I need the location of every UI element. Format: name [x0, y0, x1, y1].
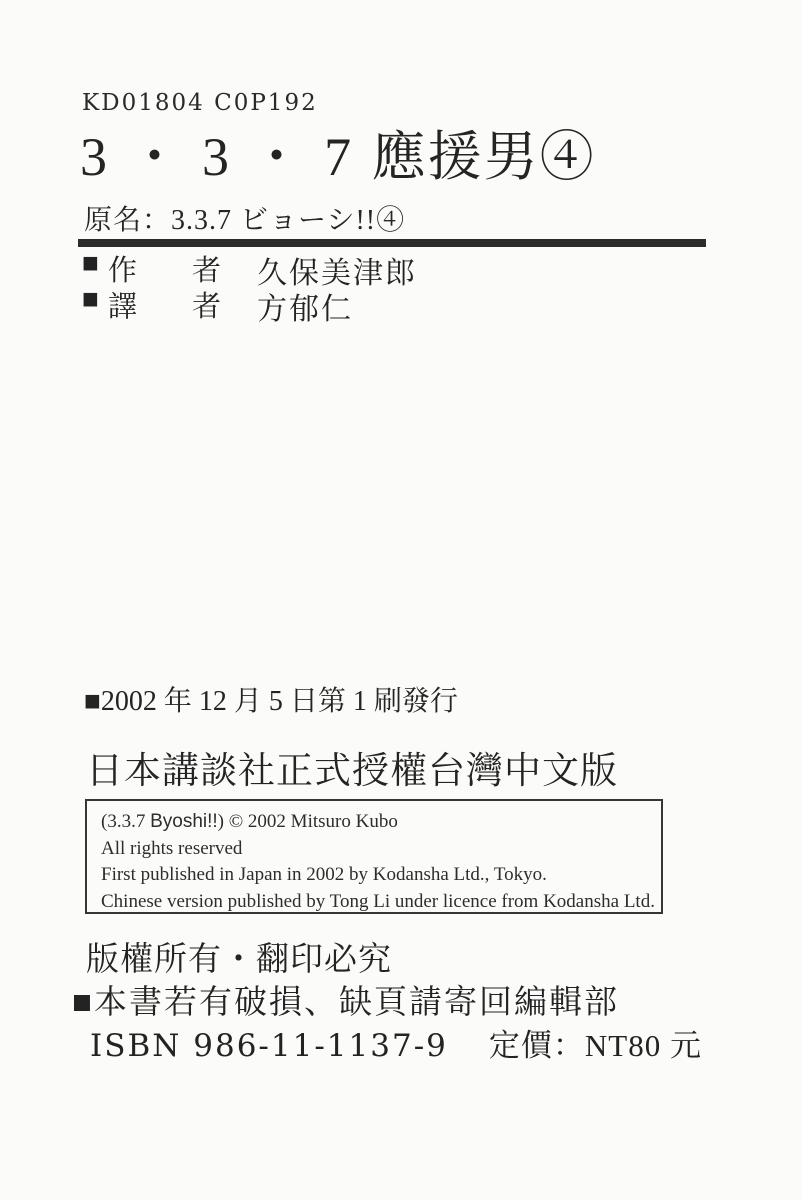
book-title [80, 126, 596, 188]
author-label-second: 者 [192, 255, 222, 287]
square-bullet-icon: ■ [82, 284, 99, 315]
author-row [0, 248, 802, 290]
copyright-line-4: Chinese version published by Tong Li under licence from Kodansha Ltd. [101, 890, 655, 912]
isbn-number: ISBN 986-11-1137-9 [90, 1028, 448, 1064]
copyright-line-2: All rights reserved [101, 837, 243, 859]
square-bullet-icon: ■ [82, 248, 99, 279]
printing-info-text: 2002 年 12 月 5 日第 1 刷發行 [100, 686, 458, 717]
author-name: 久保美津郎 [257, 257, 417, 290]
price-label: 定價：NT80 元 [488, 1028, 702, 1063]
original-title: 原名：3.3.7 ビョーシ!!④ [84, 205, 406, 236]
rights-reserved-notice: 版權所有・翻印必究 [86, 942, 392, 978]
translator-row [0, 284, 802, 326]
copyright-line-1 [101, 809, 661, 836]
license-statement: 日本講談社正式授權台灣中文版 [86, 751, 618, 792]
translator-label-second: 者 [192, 291, 222, 323]
square-bullet-icon: ■ [84, 686, 101, 717]
book-code: KD01804 C0P192 [82, 90, 318, 116]
book-title-cjk: 應援男④ [371, 127, 596, 187]
copyright-line-3: First published in Japan in 2002 by Kodansha Ltd., Tokyo. [101, 864, 547, 885]
copyright-line-1-suffix: ) © 2002 Mitsuro Kubo [217, 811, 398, 832]
square-bullet-icon: ■ [72, 985, 94, 1021]
damage-return-notice [72, 976, 619, 1023]
translator-label-first: 譯 [108, 291, 138, 323]
printing-info-line [84, 679, 458, 719]
title-divider-rule [78, 239, 706, 247]
isbn-price-row [90, 1020, 702, 1065]
copyright-line-1-title: Byoshi!! [150, 811, 218, 832]
copyright-notice-box [85, 799, 663, 914]
book-title-numeric: 3・3・7 [80, 127, 372, 187]
author-label-first: 作 [108, 255, 138, 287]
translator-name: 方郁仁 [257, 293, 353, 326]
damage-return-text: 本書若有破損、缺頁請寄回編輯部 [93, 985, 619, 1021]
copyright-line-1-prefix: (3.3.7 [101, 811, 151, 832]
